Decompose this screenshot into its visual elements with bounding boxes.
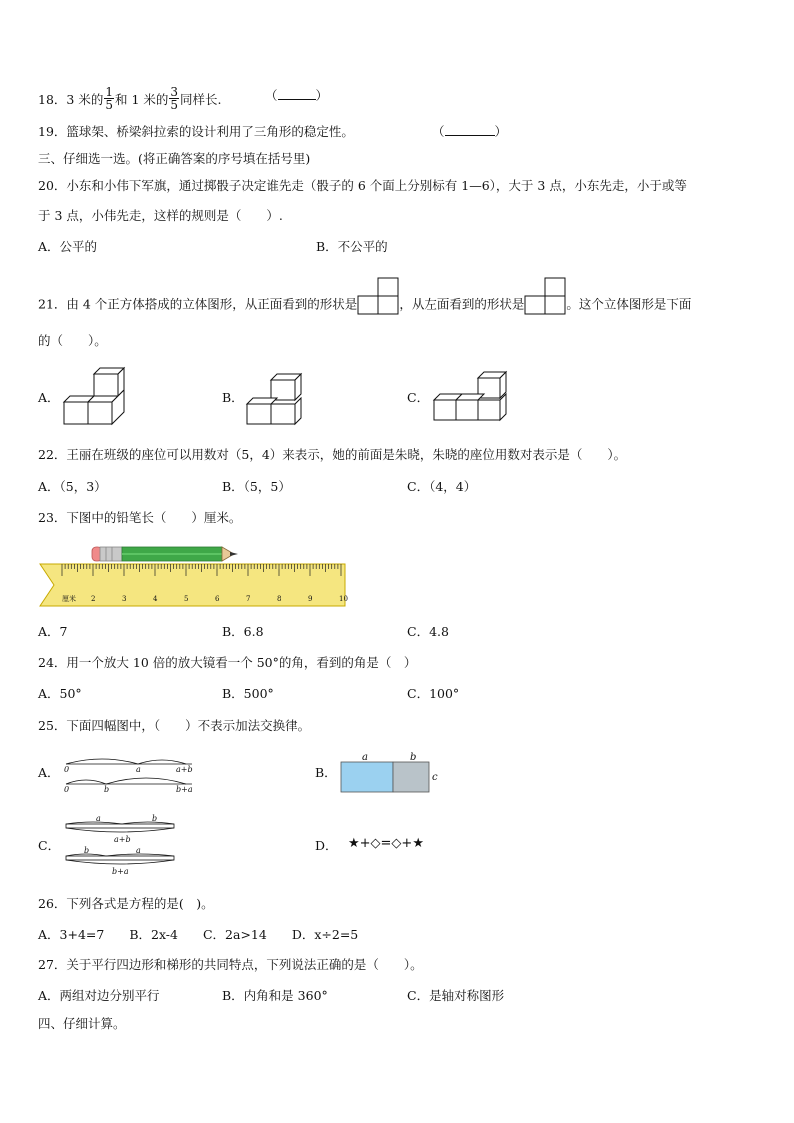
pencil-icon [92, 547, 238, 561]
q21-option-c-label[interactable]: C． [407, 390, 430, 405]
label-a: a [96, 814, 101, 823]
ruler [40, 564, 345, 606]
question-27: 27．关于平行四边形和梯形的共同特点，下列说法正确的是（ ）。 [38, 957, 423, 972]
fraction-1-5 [104, 86, 114, 111]
ruler-tick-label: 7 [246, 595, 251, 603]
q18-text-a: 3 米的 [66, 92, 104, 107]
ruler-tick-label: 6 [215, 595, 220, 603]
label-a: a [362, 752, 368, 763]
q22-option-b[interactable]: B．（5，5） [222, 479, 291, 494]
q18-text-c: 同样长. [180, 92, 222, 107]
q22-option-c[interactable]: C．（4，4） [407, 479, 477, 494]
question-24: 24．用一个放大 10 倍的放大镜看一个 50°的角，看到的角是（ ） [38, 655, 417, 670]
question-23: 23．下图中的铅笔长（ ）厘米。 [38, 510, 242, 525]
q24-option-a[interactable]: A．50° [38, 686, 82, 701]
q20-line-2: 于 3 点，小伟先走，这样的规则是（ ）. [38, 208, 283, 223]
ruler-tick-label: 9 [308, 595, 313, 603]
label-a: a [136, 846, 141, 855]
q25-option-d-label[interactable]: D． [315, 838, 338, 853]
label-b-plus-a: b+a [112, 867, 129, 876]
question-26: 26．下列各式是方程的是( )。 [38, 896, 214, 911]
label-zero: 0 [64, 765, 70, 774]
q25-option-c-segments[interactable] [62, 812, 182, 876]
q27-option-c[interactable]: C．是轴对称图形 [407, 988, 505, 1003]
q26-options[interactable]: A．3+4=7 B．2x-4 C．2a>14 D．x÷2=5 [38, 927, 359, 942]
label-b: b [410, 752, 417, 763]
label-b-plus-a: b+a [176, 785, 193, 794]
paren-left: （ [432, 124, 445, 139]
q20-line-1: 20．小东和小伟下军旗，通过掷骰子决定谁先走（骰子的 6 个面上分别标有 1—6），大于 3 点，小东先走，小于或等 [38, 178, 687, 193]
fraction-denominator: 5 [170, 98, 179, 112]
q24-option-c[interactable]: C．100° [407, 686, 460, 701]
ruler-tick-label: 8 [277, 595, 282, 603]
q21-option-a-cubes[interactable] [62, 366, 126, 428]
label-a-plus-b: a+b [114, 835, 131, 844]
ruler-tick-label: 3 [122, 595, 127, 603]
q23-option-b[interactable]: B．6.8 [222, 624, 264, 639]
answer-line [445, 125, 495, 136]
label-b: b [104, 785, 110, 794]
question-22: 22．王丽在班级的座位可以用数对（5，4）来表示，她的前面是朱晓，朱晓的座位用数对表示是（ ）。 [38, 447, 627, 462]
rect-b [393, 762, 429, 792]
ruler-tick-label: 5 [184, 595, 189, 603]
q25-option-a-label[interactable]: A． [38, 765, 60, 780]
label-a: a [136, 765, 141, 774]
section-3-title: 三、仔细选一选。(将正确答案的序号填在括号里) [38, 151, 311, 166]
q20-option-b[interactable]: B．不公平的 [316, 239, 388, 254]
rect-a [341, 762, 393, 792]
ruler-tick-label: 10 [339, 595, 348, 603]
q18-number: 18． [38, 92, 67, 107]
ruler-unit-label: 厘米 [62, 595, 76, 603]
left-view-shape [524, 278, 566, 316]
paren-left: （ [265, 88, 278, 103]
question-19: 19．篮球架、桥梁斜拉索的设计利用了三角形的稳定性。 [38, 124, 354, 139]
q25-option-d-formula[interactable]: ★+◇=◇+★ [348, 836, 424, 851]
q21-option-c-cubes[interactable] [432, 370, 508, 426]
q21-text-2: ，从左面看到的形状是 [399, 296, 525, 312]
question-25: 25．下面四幅图中，（ ）不表示加法交换律。 [38, 718, 311, 733]
q21-option-a-label[interactable]: A． [38, 390, 60, 405]
label-zero: 0 [64, 785, 70, 794]
pencil-ruler-figure [40, 544, 350, 608]
q25-option-a-numberlines[interactable] [62, 752, 202, 794]
q21-option-b-cubes[interactable] [245, 372, 303, 428]
label-b: b [152, 814, 158, 823]
q23-option-c[interactable]: C．4.8 [407, 624, 449, 639]
q25-option-b-rectangle[interactable] [340, 752, 450, 794]
q18-text-b: 和 1 米的 [114, 92, 169, 107]
label-a-plus-b: a+b [176, 765, 193, 774]
q21-line-1 [38, 286, 691, 324]
front-view-shape [357, 278, 399, 316]
q22-option-a[interactable]: A．（5，3） [38, 479, 107, 494]
q21-option-b-label[interactable]: B． [222, 390, 244, 405]
answer-line [278, 89, 316, 100]
fraction-numerator: 3 [170, 85, 179, 99]
q23-option-a[interactable]: A．7 [38, 624, 68, 639]
fraction-denominator: 5 [105, 98, 113, 112]
q18-answer-blank[interactable] [265, 88, 328, 104]
q27-option-a[interactable]: A．两组对边分别平行 [38, 988, 160, 1003]
fraction-3-5 [169, 86, 179, 111]
q27-option-b[interactable]: B．内角和是 360° [222, 988, 328, 1003]
q25-option-b-label[interactable]: B． [315, 765, 337, 780]
label-c: c [432, 772, 438, 783]
q24-option-b[interactable]: B．500° [222, 686, 274, 701]
paren-right: ） [315, 88, 329, 103]
question-18 [38, 85, 222, 113]
paren-right: ） [494, 124, 508, 139]
section-4-title: 四、仔细计算。 [38, 1016, 126, 1031]
q21-text-3: 。这个立体图形是下面 [566, 296, 692, 312]
label-b: b [84, 846, 90, 855]
q21-text-1: 21．由 4 个正方体搭成的立体图形，从正面看到的形状是 [38, 296, 358, 312]
q21-line-2: 的（ ）。 [38, 333, 107, 348]
ruler-tick-label: 4 [153, 595, 158, 603]
fraction-numerator: 1 [105, 85, 113, 99]
q19-answer-blank[interactable] [432, 124, 507, 140]
q25-option-c-label[interactable]: C． [38, 838, 61, 853]
q20-option-a[interactable]: A．公平的 [38, 239, 98, 254]
ruler-tick-label: 2 [91, 595, 96, 603]
